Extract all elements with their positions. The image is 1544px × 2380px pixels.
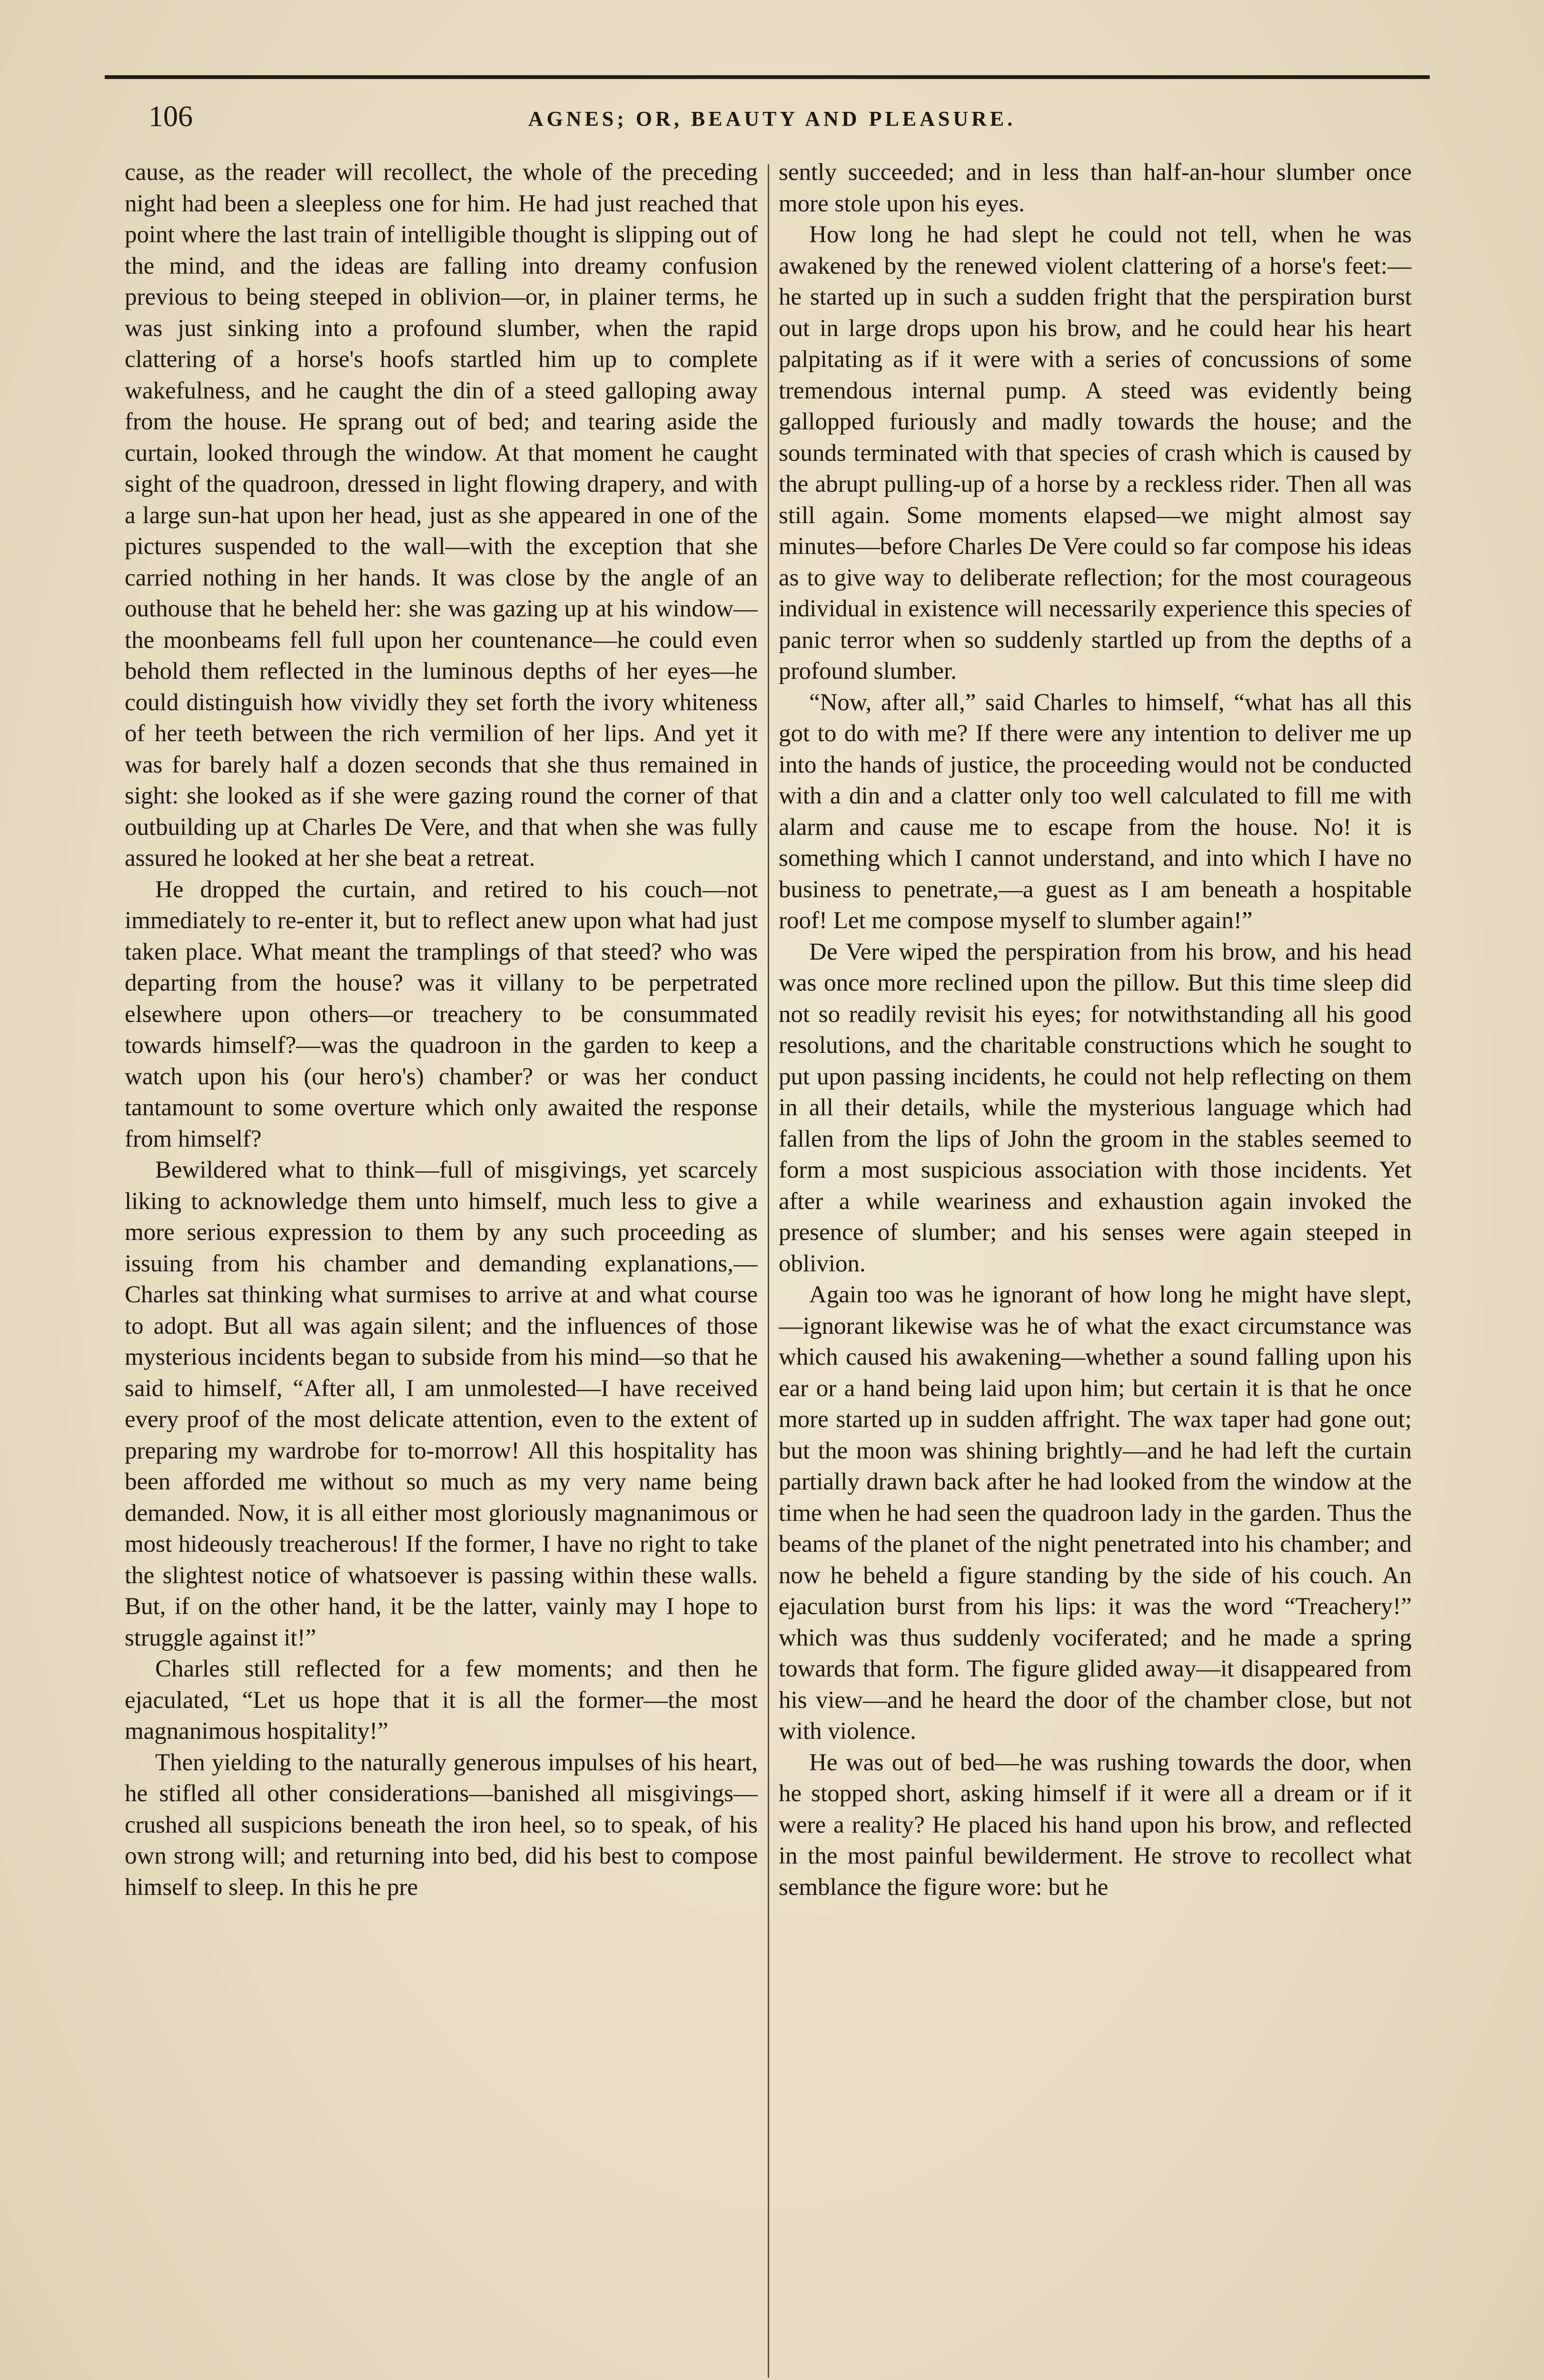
top-rule: [105, 75, 1430, 79]
paragraph: “Now, after all,” said Charles to himself, “what has all this got to do with me? If there were any intention to deliver me up into the hands of justice, the proceeding would not be conducted with a din and a clatter only too well calculated to fill me with alarm and cause me to escape from the house. No! it is something which I cannot understand, and into which I have no business to penetrate,—a guest as I am beneath a hospitable roof! Let me compose myself to slumber again!”: [779, 689, 1412, 934]
paragraph: He dropped the curtain, and retired to his couch—not immediately to re-enter it, but to reflect anew upon what had just taken place. What meant the tramplings of that steed? who was departing from the house? was it villany to be perpetrated elsewhere upon others—or treachery to be consummated towards himself?—was the quadroon in the garden to keep a watch upon his (our hero's) chamber? or was her conduct tantamount to some overture which only awaited the response from himself?: [125, 876, 758, 1152]
paragraph: Charles still reflected for a few moments; and then he ejaculated, “Let us hope that it is all the former—the most magnanimous hospitality!”: [125, 1656, 758, 1745]
paragraph: He was out of bed—he was rushing towards the door, when he stopped short, asking himself if it were all a dream or if it were a reality? He placed his hand upon his brow, and reflected in the most painful bewilderment. He strove to recollect what semblance the figure wore: but he: [779, 1749, 1412, 1901]
paragraph: sently succeeded; and in less than half-an-hour slumber once more stole upon his eyes.: [779, 159, 1412, 217]
page-header: [138, 100, 1406, 143]
paragraph: cause, as the reader will recollect, the whole of the preceding night had been a sleepless one for him. He had just reached that point where the last train of intelligible thought is slipping out of the mind, and the ideas are falling into dreamy confusion previous to being steeped in oblivion—or, in plainer terms, he was just sinking into a profound slumber, when the rapid clattering of a horse's hoofs startled him up to complete wakefulness, and he caught the din of a steed galloping away from the house. He sprang out of bed; and tearing aside the curtain, looked through the window. At that moment he caught sight of the quadroon, dressed in light flowing drapery, and with a large sun-hat upon her head, just as she appeared in one of the pictures suspended to the wall—with the exception that she carried nothing in her hands. It was close by the angle of an outhouse that he beheld her: she was gazing up at his window—the moonbeams fell full upon her countenance—he could even behold them reflected in the luminous depths of her eyes—he could distinguish how vividly they set forth the ivory whiteness of her teeth between the rich vermilion of her lips. And yet it was for barely half a dozen seconds that she thus remained in sight: she looked as if she were gazing round the corner of that outbuilding up at Charles De Vere, and that when she was fully assured he looked at her she beat a retreat.: [125, 159, 758, 872]
column-divider: [768, 164, 769, 2378]
paragraph: Then yielding to the naturally generous impulses of his heart, he stifled all other considerations—banished all misgivings—crushed all suspicions beneath the iron heel, so to speak, of his own strong will; and returning into bed, did his best to compose himself to sleep. In this he pre: [125, 1749, 758, 1901]
paragraph: De Vere wiped the perspiration from his brow, and his head was once more reclined upon the pillow. But this time sleep did not so readily revisit his eyes; for notwithstanding all his good resolutions, and the charitable constructions which he sought to put upon passing incidents, he could not help reflecting on them in all their details, while the mysterious language which had fallen from the lips of John the groom in the stables seemed to form a most suspicious association with those incidents. Yet after a while weariness and exhaustion again invoked the presence of slumber; and his senses were again steeped in oblivion.: [779, 938, 1412, 1277]
left-column: [125, 157, 758, 2380]
running-head: AGNES; OR, BEAUTY AND PLEASURE.: [528, 107, 1016, 130]
paragraph: Bewildered what to think—full of misgivings, yet scarcely liking to acknowledge them unto himself, much less to give a more serious expression to them by any such proceeding as issuing from his chamber and demanding explanations,—Charles sat thinking what surmises to arrive at and what course to adopt. But all was again silent; and the influences of those mysterious incidents began to subside from his mind—so that he said to himself, “After all, I am unmolested—I have received every proof of the most delicate attention, even to the extent of preparing my wardrobe for to-morrow! All this hospitality has been afforded me without so much as my very name being demanded. Now, it is all either most gloriously magnanimous or most hideously treacherous! If the former, I have no right to take the slightest notice of whatsoever is passing within these walls. But, if on the other hand, it be the latter, vainly may I hope to struggle against it!”: [125, 1157, 758, 1651]
paragraph: Again too was he ignorant of how long he might have slept,—ignorant likewise was he of what the exact circumstance was which caused his awakening—whether a sound falling upon his ear or a hand being laid upon him; but certain it is that he once more started up in sudden affright. The wax taper had gone out; but the moon was shining brightly—and he had left the curtain partially drawn back after he had looked from the window at the time when he had seen the quadroon lady in the garden. Thus the beams of the planet of the night penetrated into his chamber; and now he beheld a figure standing by the side of his couch. An ejaculation burst from his lips: it was the word “Treachery!” which was thus suddenly vociferated; and he made a spring towards that form. The figure glided away—it disappeared from his view—and he heard the door of the chamber close, but not with violence.: [779, 1281, 1412, 1745]
right-column: [779, 157, 1412, 2380]
page-number: 106: [148, 100, 193, 133]
paragraph: How long he had slept he could not tell, when he was awakened by the renewed violent clattering of a horse's feet:—he started up in such a sudden fright that the perspiration burst out in large drops upon his brow, and he could hear his heart palpitating as if it were with a series of concussions of some tremendous internal pump. A steed was evidently being gallopped furiously and madly towards the house; and the sounds terminated with that species of crash which is caused by the abrupt pulling-up of a horse by a reckless rider. Then all was still again. Some moments elapsed—we might almost say minutes—before Charles De Vere could so far compose his ideas as to give way to deliberate reflection; for the most courageous individual in existence will necessarily experience this species of panic terror when so suddenly startled up from the depths of a profound slumber.: [779, 221, 1412, 684]
